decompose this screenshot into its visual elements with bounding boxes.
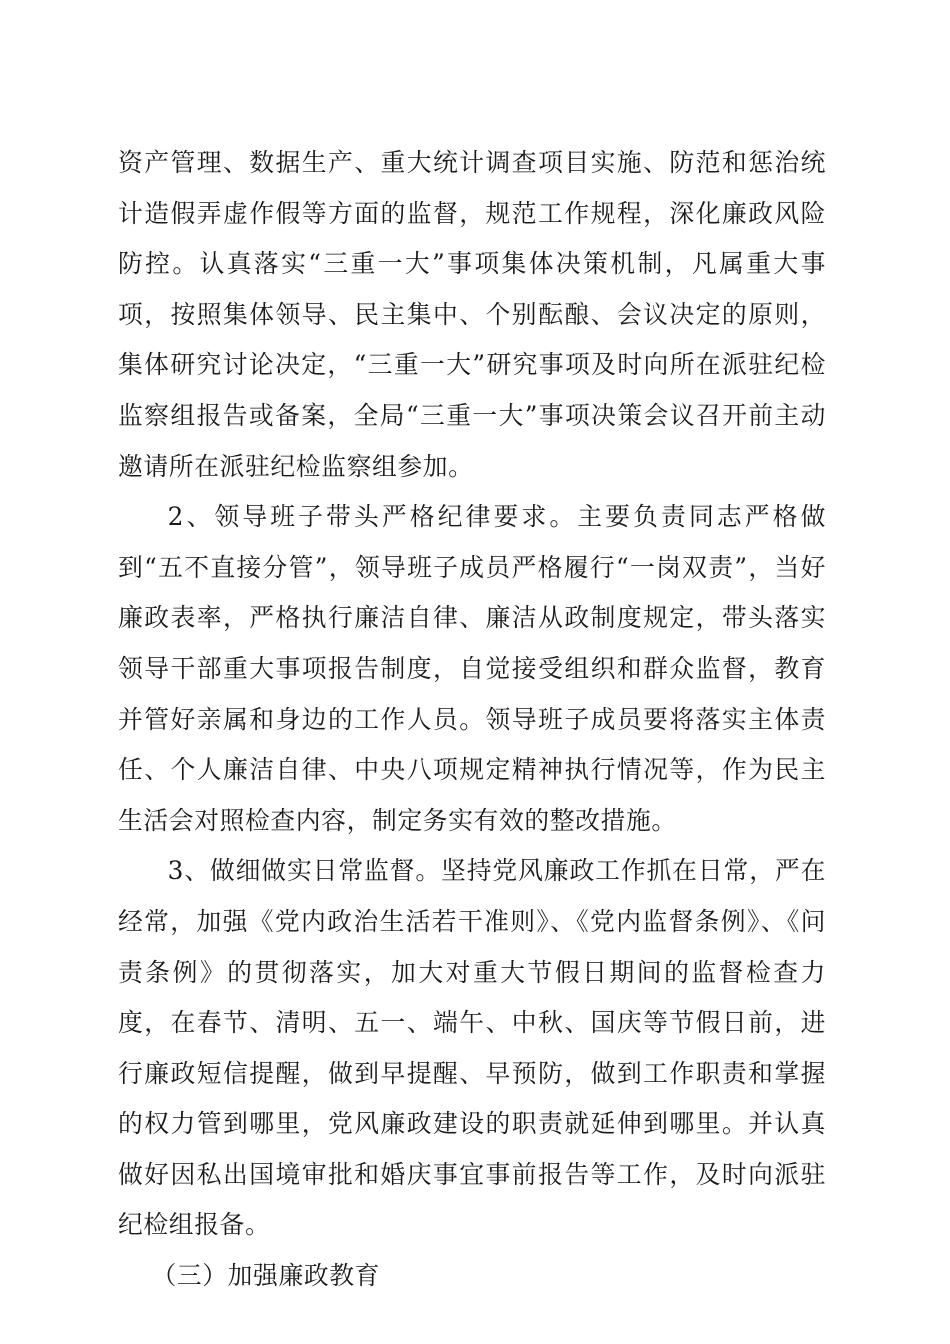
document-body [118, 138, 826, 1302]
paragraph-item-3: 3、做细做实日常监督。坚持党风廉政工作抓在日常，严在经常，加强《党内政治生活若干准则》、《党内监督条例》、《问责条例》的贯彻落实，加大对重大节假日期间的监督检查力度，在春节、清明、五一、端午、中秋、国庆等节假日前，进行廉政短信提醒，做到早提醒、早预防，做到工作职责和掌握的权力管到哪里，党风廉政建设的职责就延伸到哪里。并认真做好因私出国境审批和婚庆事宜事前报告等工作，及时向派驻纪检组报备。 [118, 856, 826, 1240]
paragraph-item-2: 2、领导班子带头严格纪律要求。主要负责同志严格做到“五不直接分管”，领导班子成员严格履行“一岗双责”，当好廉政表率，严格执行廉洁自律、廉洁从政制度规定，带头落实领导干部重大事项报告制度，自觉接受组织和群众监督，教育并管好亲属和身边的工作人员。领导班子成员要将落实主体责任、个人廉洁自律、中央八项规定精神执行情况等，作为民主生活会对照检查内容，制定务实有效的整改措施。 [118, 502, 826, 835]
section-heading: （三）加强廉政教育 [151, 1261, 381, 1291]
paragraph-continued: 资产管理、数据生产、重大统计调查项目实施、防范和惩治统计造假弄虚作假等方面的监督，规范工作规程，深化廉政风险防控。认真落实“三重一大”事项集体决策机制，凡属重大事项，按照集体领导、民主集中、个别酝酿、会议决定的原则，集体研究讨论决定，“三重一大”研究事项及时向所在派驻纪检监察组报告或备案，全局“三重一大”事项决策会议召开前主动邀请所在派驻纪检监察组参加。 [118, 148, 826, 481]
